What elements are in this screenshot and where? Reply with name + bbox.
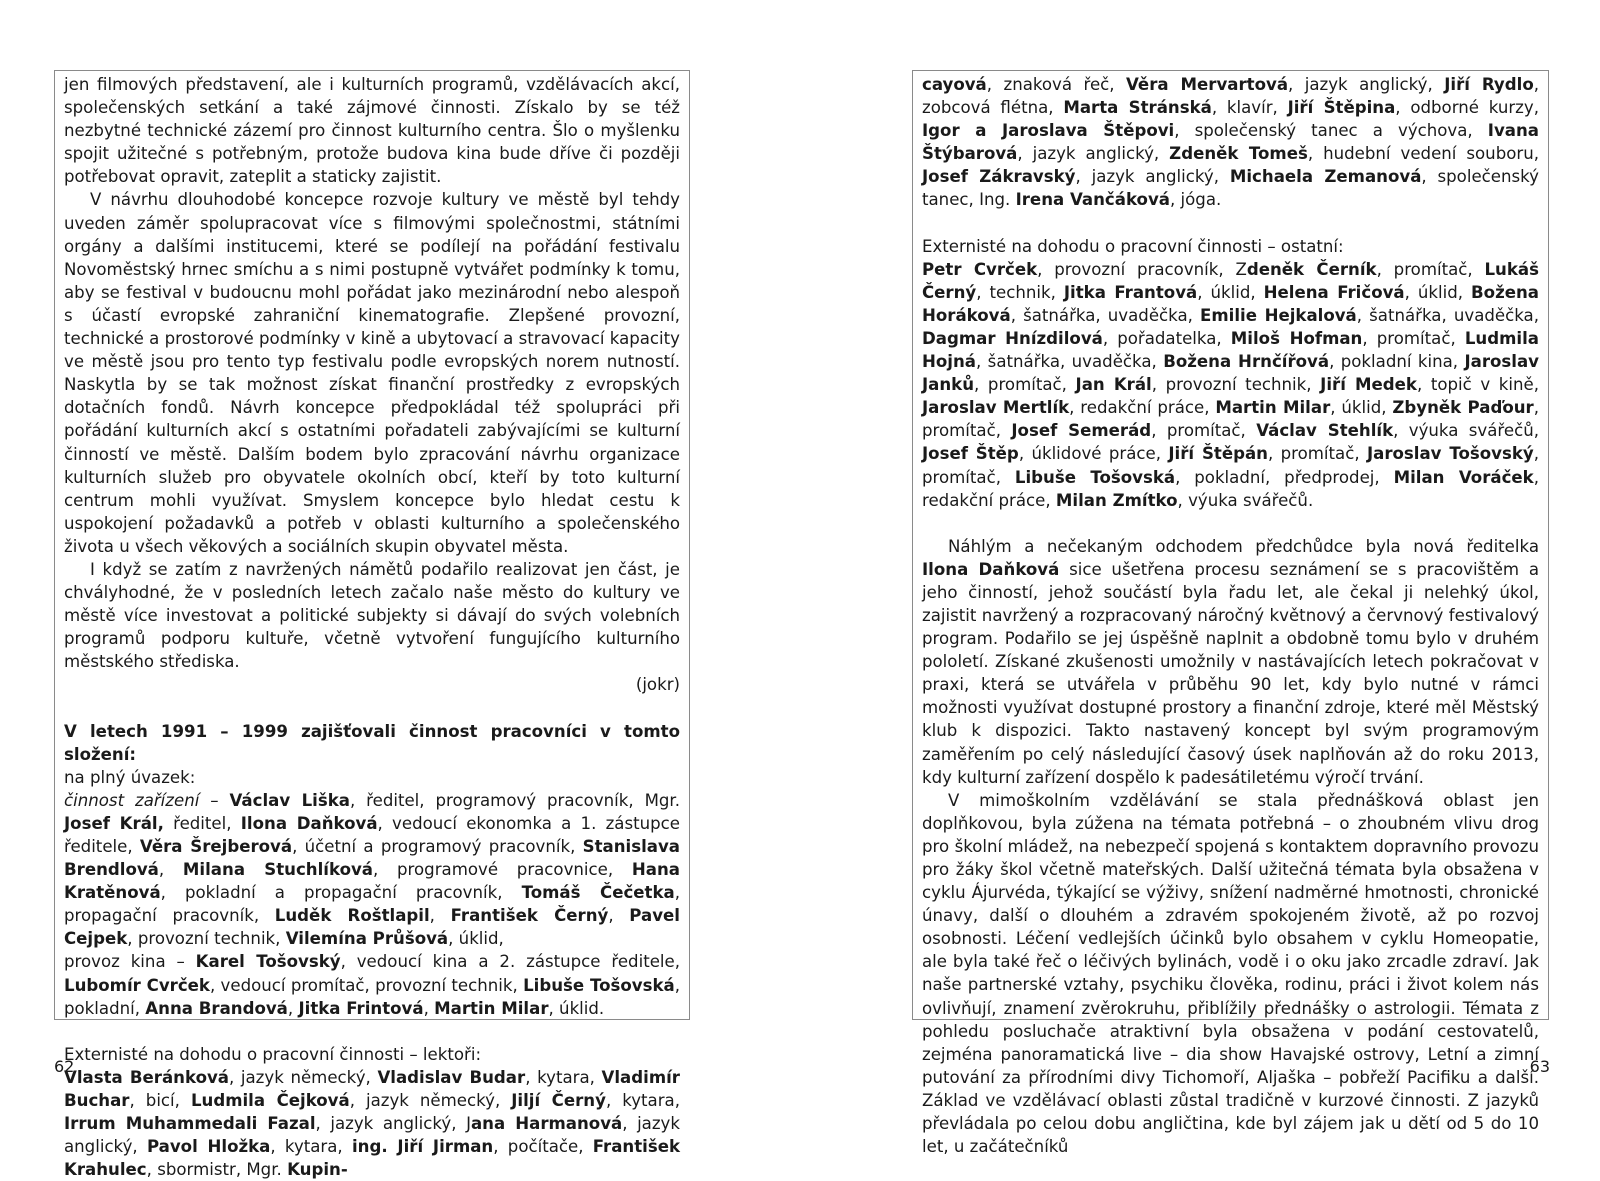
person-name: Emilie Hejkalová [1200,305,1357,325]
text-run: , [158,860,183,880]
paragraph-new-director [922,535,1539,789]
paragraph-intro: jen filmových představení, ale i kulturních programů, vzdělávacích akcí, společenských setkání a také zájmové činnosti. Získalo by se též nezbytné technické zázemí pro činnost kulturního centra. Šlo o myšlenku spojit užitečné s potřebným, protože budova kina bude dříve či později potřebovat opravit, zateplit a staticky zajistit. [64,75,680,187]
person-name: Jiří Štěpán [1168,444,1268,464]
person-name: Libuše Tošovská [523,975,675,995]
person-name: Věra Šrejberová [139,837,293,856]
text-run: provoz kina – [64,952,196,972]
person-name: Pavol Hložka [146,1137,271,1157]
cinema-staff-list [64,950,680,1019]
person-name: Igor a Jaroslava Štěpovi [922,121,1175,141]
text-run: , vedoucí promítač, provozní technik, [209,975,524,995]
text-run: , společenský tanec, Ing. [922,167,1539,210]
text-run: , účetní a programový pracovník, [292,837,583,856]
text-run: , provozní pracovník, Z [1037,259,1247,279]
text-run: , vedoucí ekonomka a 1. zástupce ředitele, [64,813,681,856]
text-run: , provozní technik, [1151,375,1321,395]
text-run: , hudební vedení souboru, [1307,144,1539,164]
text-run: , pokladní kina, [1329,352,1465,372]
author-signature: (jokr) [635,675,680,695]
text-run: , šatnářka, uvaděčka, [1010,305,1201,325]
text-run: , pokladní a propagační pracovník, [160,883,522,903]
person-name: Václav Liška [229,790,350,810]
staff-list [64,789,680,951]
page-number-right: 63 [1529,1057,1550,1076]
text-run: , vedoucí kina a 2. zástupce ředitele, [340,952,681,972]
person-name: Božena Horáková [922,282,1539,325]
text-run: , jazyk anglický, [64,1114,680,1157]
text-run: , odborné kurzy, [1395,98,1539,118]
person-name: Vlasta Beránková [64,1067,229,1087]
lecturers-label: Externisté na dohodu o pracovní činnosti – lektoři: [64,1044,482,1064]
person-name: František Krahulec [64,1137,681,1180]
text-run: , úklid. [548,998,605,1018]
text-run: , jazyk německý, [349,1090,512,1110]
person-name: Ilona Daňková [922,559,1060,579]
staff-heading: V letech 1991 – 1999 zajišťovali činnost pracovníci v tomto složení: [64,721,680,764]
text-run: , jazyk anglický, [1075,167,1230,187]
text-run: – [199,790,230,810]
lecturers-list-continued [922,73,1539,212]
person-name: František Černý [450,906,609,926]
person-name: Irena Vančáková [1015,190,1170,210]
text-run: , bicí, [129,1090,191,1110]
person-name: Jaroslav Mertlík [922,398,1070,418]
person-name: Milan Zmítko [1055,490,1178,510]
person-name: Vladislav Budar [377,1067,526,1087]
person-name: Anna Brandová [145,998,288,1018]
text-run: Náhlým a nečekaným odchodem předchůdce byla nová ředitelka [948,536,1539,556]
person-name: Milana Stuchlíková [182,860,373,880]
person-name: Ivana Štýbarová [922,121,1539,164]
person-name: Kupin- [287,1160,348,1180]
text-run: , [608,906,630,926]
text-run: , znaková řeč, [986,75,1126,94]
text-run: , úklidové práce, [1018,444,1169,464]
text-run: , kytara, [525,1067,602,1087]
person-name: Pavel Cejpek [64,906,680,949]
staff-italic-label: činnost zařízení [64,790,200,810]
left-column [64,73,680,1181]
person-name: Lubomír Cvrček [64,975,210,995]
text-run: ředitel, [163,813,241,833]
text-run: , klavír, [1211,98,1288,118]
person-name: deněk Černík [1246,259,1377,279]
text-run: , promítač, [1267,444,1367,464]
person-name: Jan Král [1075,375,1152,395]
others-label: Externisté na dohodu o pracovní činnosti – ostatní: [922,236,1344,256]
text-run: , výuka svářečů. [1177,490,1314,510]
person-name: Zdeněk Tomeš [1169,144,1308,164]
text-run: , jazyk anglický, [1017,144,1170,164]
person-name: Jaroslav Tošovský [1366,444,1534,464]
text-run: sice ušetřena procesu seznámení se s pracovištěm a jeho činností, jehož součástí byla řadu let, ale čekal ji nelehký úkol, zajistit navržený a rozpracovaný náročný květnový a červnový festivalový program. Podařilo se jej úspěšně naplnit a obdobně tomu bylo v druhém pololetí. Získané zkušenosti umožnily v nastávajících letech pokračovat v praxi, která se utvářela v průběhu 90 let, kdy bylo nutné v rámci možnosti využívat dostupné prostory a finanční zdroje, které měl Městský klub k dispozici. Takto nastavený koncept byl svým programovým zaměřením po celý následující časový úsek naplňován až do roku 2013, kdy kulturní zařízení dospělo k padesátiletému výročí trvání. [922,559,1540,787]
text-run: , promítač, [922,398,1539,441]
text-run: , promítač, [974,375,1076,395]
text-run: , sbormistr, Mgr. [146,1160,288,1180]
person-name: ing. Jiří Jirman [351,1137,494,1157]
text-run: , [429,906,451,926]
text-run: , jazyk anglický, [1288,75,1445,94]
person-name: Josef Král, [64,813,164,833]
person-name: Lukáš Černý [922,259,1539,302]
person-name: Marta Stránská [1063,98,1212,118]
text-run: , úklid, [1197,282,1264,302]
text-run: , [423,998,435,1018]
text-run: , pořadatelka, [1102,328,1231,348]
text-run: , společenský tanec a výchova, [1174,121,1488,141]
paragraph-investment: I když se zatím z navržených námětů podařilo realizovat jen část, je chvályhodné, že v posledních letech začalo naše město do kultury ve městě více investovat a politické subjekty si dávají do svých volebních programů podporu kultuře, včetně vytvoření fungujícího kulturního městského střediska. [64,559,680,672]
person-name: Ludmila Čejková [190,1090,350,1110]
text-run: , šatnářka, uvaděčka, [1356,305,1539,325]
person-name: Zbyněk Paďour [1392,398,1534,418]
person-name: ana Harmanová [470,1114,623,1134]
person-name: Josef Štěp [922,444,1019,464]
text-run: , počítače, [493,1137,593,1157]
person-name: Jiří Medek [1320,375,1417,395]
person-name: cayová [922,75,987,94]
text-run: , kytara, [270,1137,352,1157]
paragraph-education: V mimoškolním vzdělávání se stala přednášková oblast jen doplňkovou, byla zúžena na témata potřebná – o zhoubném vlivu drog pro školní mládež, na nebezpečí spojená s kontaktem dopravního provozu pro žáky škol včetně mateřských. Další užitečná témata byla obsažena v cyklu Ájurvéda, týkající se výživy, snížení nadměrné hmotnosti, chronické únavy, další o dlouhém a zdravém spokojeném životě, až po rozvoj osobnosti. Léčení vedlejších účinků bylo obsahem v cyklu Homeopatie, ale byla také řeč o léčivých bylinách, vodě i o oku jako zrcadle zdraví. Jak naše partnerské vztahy, psychiku člověka, rodinu, práci i život kolem nás ovlivňují, znamení zvěrokruhu, přiblížily přednášky o astrologii. Témata z pohledu posluchače atraktivní byla obsažena v podání cestovatelů, zejména panoramatická live – dia show Havajské ostrovy, Letní a zimní putování za přírodními divy Tichomoří, Aljaška – pobřeží Pacifiku a další. Základ ve vzdělávací oblasti zůstal tradičně v kurzové činnosti. Z jazyků převládala po celou dobu angličtina, kde byl zájem jak u dětí od 5 do 10 let, u začátečníků [922,790,1539,1157]
person-name: Božena Hrnčířová [1163,352,1330,372]
person-name: Josef Zákravský [922,167,1076,187]
text-run: , propagační pracovník, [64,883,680,926]
person-name: Vilemína Průšová [285,929,449,949]
person-name: Jiří Štěpina [1287,98,1396,118]
text-run: , promítač, [1151,421,1257,441]
page-number-left: 62 [54,1057,75,1076]
person-name: Tomáš Čečetka [521,883,675,903]
text-run: , technik, [976,282,1064,302]
paragraph-concept: V návrhu dlouhodobé koncepce rozvoje kultury ve městě byl tehdy uveden záměr spolupracovat více s filmovými společnostmi, státními orgány a dalšími institucemi, které se podílejí na pořádání festivalu Novoměstský hrnec smíchu a s nimi postupně vytvářet podmínky k tomu, aby se festival v budoucnu mohl pořádat jako mezinárodní nebo alespoň s účastí evropské zahraniční kinematografie. Zlepšené provozní, technické a prostorové podmínky v kině a ubytovací a stravovací kapacity ve městě jsou pro tento typ festivalu podle evropských norem nutností. Naskytla by se tak možnost získat finanční prostředky z evropských dotačních fondů. Návrh koncepce předpokládal též spolupráci při pořádání kulturních akcí s ostatními pořadateli zabývajícími se kulturní činností ve městě. Dalším bodem bylo zpracování návrhu organizace kulturních služeb pro obyvatele okolních obcí, kteří by toto kulturní centrum mohli využívat. Smyslem koncepce bylo hledat cestu k uspokojení požadavků a potřeb v oblasti kulturního a společenského života u všech věkových a sociálních skupin obyvatel města. [64,190,680,556]
person-name: Vladimír Buchar [64,1067,680,1110]
text-run: , úklid, [1330,398,1393,418]
right-column [922,73,1539,1158]
person-name: Dagmar Hnízdilová [922,328,1103,348]
text-run: , pokladní, [64,975,680,1018]
person-name: Martin Milar [434,998,549,1018]
text-run: , úklid, [448,929,504,949]
person-name: Ludmila Hojná [922,328,1539,372]
text-run: , zobcová flétna, [922,75,1539,118]
others-list [922,258,1539,512]
person-name: Věra Mervartová [1126,75,1289,94]
person-name: Libuše Tošovská [1014,467,1176,487]
person-name: Luděk Roštlapil [274,906,430,926]
person-name: Helena Fričová [1263,282,1405,302]
person-name: Irrum Muhammedali Fazal [64,1114,316,1134]
text-run: , jazyk německý, [228,1067,378,1087]
lecturers-list [64,1066,680,1181]
text-run: , jazyk anglický, J [315,1114,471,1134]
person-name: Hana Kratěnová [64,860,680,903]
person-name: Michaela Zemanová [1229,167,1422,187]
text-run: , topič v kině, [1416,375,1539,395]
text-run: , úklid, [1404,282,1472,302]
person-name: Jiří Rydlo [1444,75,1534,94]
text-run: , redakční práce, [922,467,1539,510]
text-run: , pokladní, předprodej, [1175,467,1394,487]
person-name: Jaroslav Janků [922,352,1539,395]
person-name: Jiljí Černý [511,1090,606,1110]
person-name: Petr Cvrček [922,259,1038,279]
person-name: Václav Stehlík [1256,421,1394,441]
text-run: , výuka svářečů, [1393,421,1540,441]
text-run: , provozní technik, [127,929,286,949]
person-name: Miloš Hofman [1230,328,1363,348]
text-run: , kytara, [605,1090,680,1110]
text-run: , redakční práce, [1069,398,1216,418]
text-run: , promítač, [922,444,1539,487]
person-name: Stanislava Brendlová [64,837,680,880]
person-name: Karel Tošovský [195,952,341,972]
text-run: , programové pracovnice, [373,860,632,880]
text-run: , promítač, [1362,328,1465,348]
text-run: , šatnářka, uvaděčka, [976,352,1164,372]
fulltime-label: na plný úvazek: [64,767,196,787]
text-run: , jóga. [1169,190,1222,210]
person-name: Jitka Frantová [1063,282,1198,302]
text-run: , [287,998,299,1018]
person-name: Ilona Daňková [240,813,378,833]
person-name: Milan Voráček [1393,467,1534,487]
person-name: Martin Milar [1215,398,1331,418]
person-name: Josef Semerád [1011,421,1152,441]
text-run: , promítač, [1376,259,1485,279]
person-name: Jitka Frintová [298,998,424,1018]
text-run: , ředitel, programový pracovník, Mgr. [349,790,680,810]
